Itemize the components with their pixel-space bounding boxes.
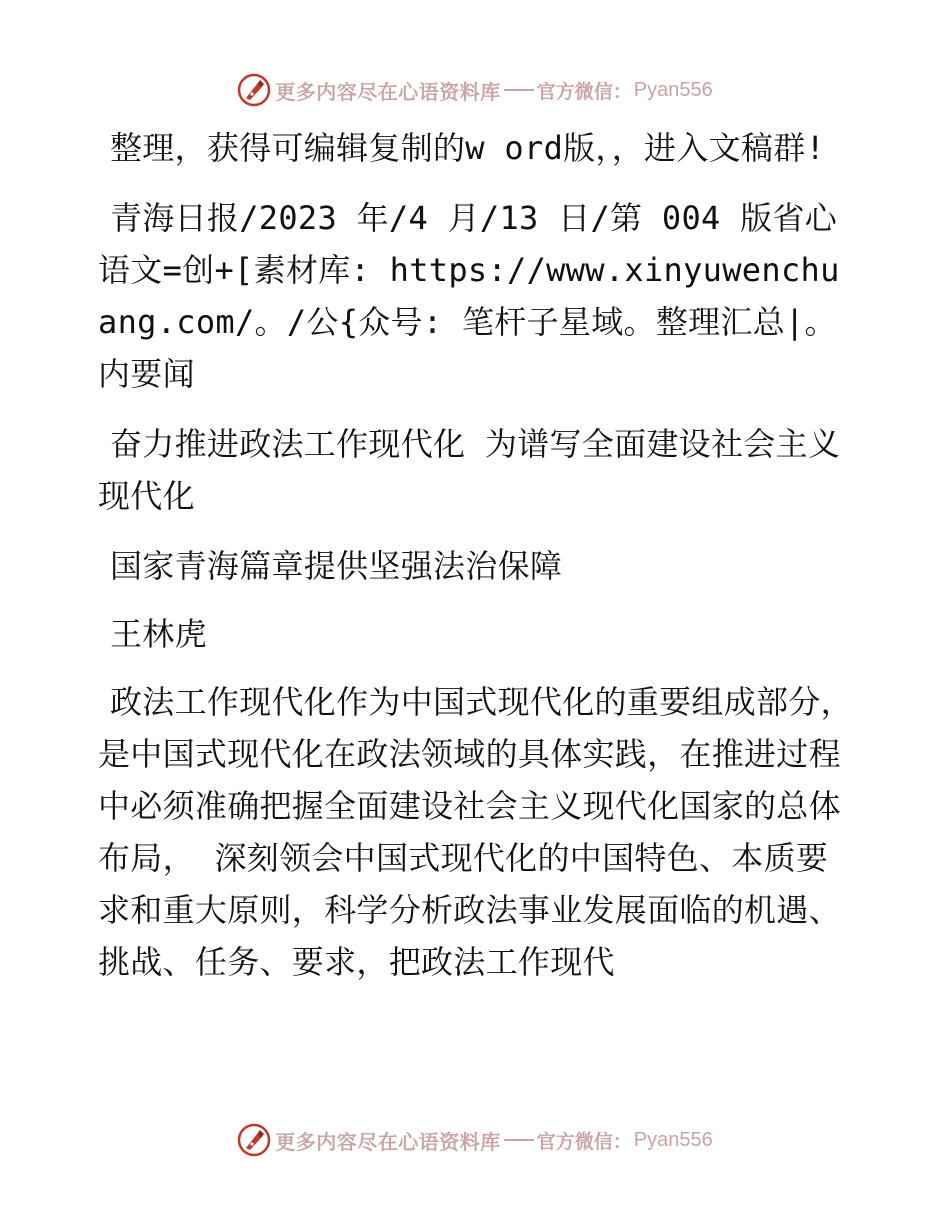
footer-wechat-id: Pyan556: [633, 1128, 713, 1151]
footer-banner: [0, 1120, 950, 1160]
footer-wechat-label: 官方微信：: [536, 1130, 632, 1153]
header-banner: [0, 70, 950, 110]
document-body: [98, 122, 858, 1006]
article-body-paragraph: 政法工作现代化作为中国式现代化的重要组成部分，是中国式现代化在政法领域的具体实践，在推进过程中必须准确把握全面建设社会主义现代化国家的总体布局， 深刻领会中国式现代化的中国特色、本质要求和重大原则，科学分析政法事业发展面临的机遇、挑战、任务、要求，把政法工作现代: [98, 683, 853, 981]
header-wechat-label: 官方微信：: [536, 80, 632, 103]
header-slogan: 更多内容尽在心语资料库: [275, 79, 501, 104]
header-dash: [504, 89, 534, 91]
header-wechat-id: Pyan556: [633, 78, 713, 101]
article-author: 王林虎: [110, 615, 207, 653]
article-title-line-1: 奋力推进政法工作现代化 为谱写全面建设社会主义现代化: [98, 425, 841, 515]
pen-nib-logo-icon: [237, 73, 271, 107]
source-paragraph: 青海日报/2023 年/4 月/13 日/第 004 版省心语文=创+[素材库: https://www.xinyuwenchuang.com/。/公{众号: 笔杆子星域。整理汇总|。内要闻: [98, 199, 840, 393]
article-title-line-2: 国家青海篇章提供坚强法治保障: [110, 547, 563, 585]
footer-slogan: 更多内容尽在心语资料库: [275, 1129, 501, 1154]
intro-paragraph: 整理，获得可编辑复制的w ord版，，进入文稿群!: [110, 129, 826, 167]
pen-nib-logo-icon: [237, 1123, 271, 1157]
footer-dash: [504, 1139, 534, 1141]
